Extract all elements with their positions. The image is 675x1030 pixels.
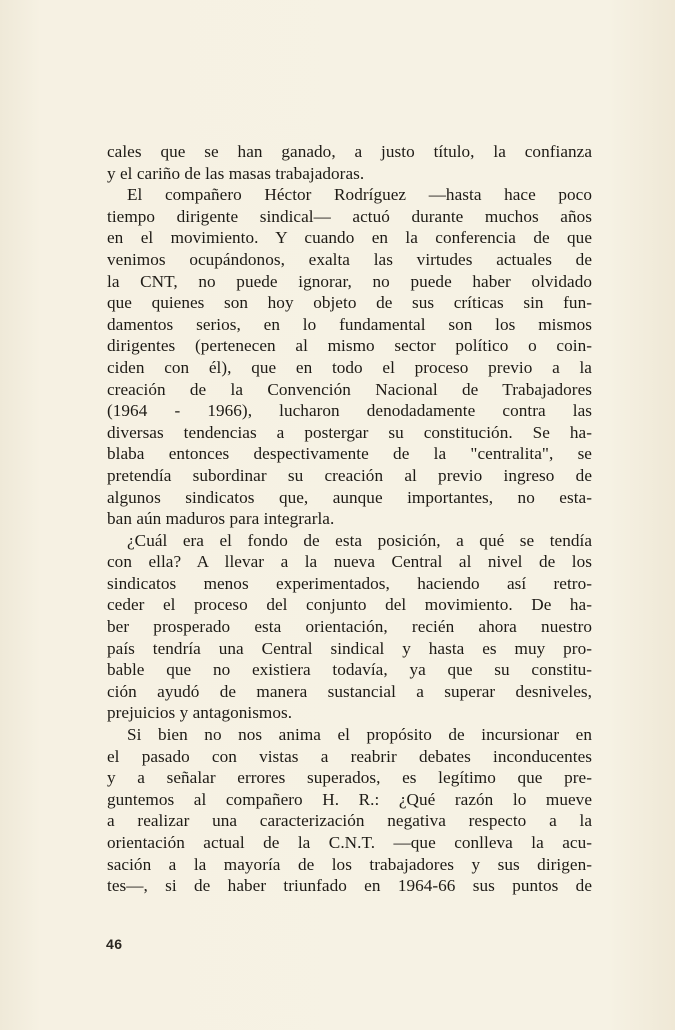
text-line: país tendría una Central sindical y hasta es muy pro-: [107, 638, 592, 658]
text-line: venimos ocupándonos, exalta las virtudes actuales de: [107, 249, 592, 269]
text-line: creación de la Convención Nacional de Trabajadores: [107, 379, 592, 399]
text-line: Si bien no nos anima el propósito de incursionar en: [127, 725, 592, 745]
text-line: pretendía subordinar su creación al previo ingreso de: [107, 465, 592, 485]
text-line: sindicatos menos experimentados, haciendo así retro-: [107, 573, 592, 593]
text-line: ción ayudó de manera sustancial a superar desniveles,: [107, 681, 592, 701]
text-line: dirigentes (pertenecen al mismo sector político o coin-: [107, 336, 592, 356]
text-line: con ella? A llevar a la nueva Central al nivel de los: [107, 552, 592, 572]
text-line: El compañero Héctor Rodríguez —hasta hace poco: [127, 185, 592, 205]
text-line: la CNT, no puede ignorar, no puede haber olvidado: [107, 271, 592, 291]
body-text: [107, 141, 592, 897]
text-line: a realizar una caracterización negativa respecto a la: [107, 811, 592, 831]
text-line: sación a la mayoría de los trabajadores y sus dirigen-: [107, 854, 592, 874]
text-line: damentos serios, en lo fundamental son los mismos: [107, 314, 592, 334]
text-line: prejuicios y antagonismos.: [107, 703, 293, 723]
text-line: y el cariño de las masas trabajadoras.: [107, 163, 365, 183]
text-line: cales que se han ganado, a justo título, la confianza: [107, 142, 592, 161]
text-line: ceder el proceso del conjunto del movimiento. De ha-: [107, 595, 592, 615]
text-line: (1964 - 1966), lucharon denodadamente contra las: [107, 401, 592, 421]
page-number: 46: [106, 936, 123, 952]
text-line: algunos sindicatos que, aunque importantes, no esta-: [107, 487, 592, 507]
text-line: tiempo dirigente sindical— actuó durante muchos años: [107, 206, 592, 226]
text-line: ¿Cuál era el fondo de esta posición, a qué se tendía: [127, 530, 592, 550]
text-line: bable que no existiera todavía, ya que su constitu-: [107, 660, 592, 680]
text-line: ber prosperado esta orientación, recién ahora nuestro: [107, 617, 592, 637]
text-line: ciden con él), que en todo el proceso previo a la: [107, 357, 592, 377]
text-line: tes—, si de haber triunfado en 1964-66 sus puntos de: [107, 876, 592, 896]
text-line: diversas tendencias a postergar su constitución. Se ha-: [107, 422, 592, 442]
text-line: el pasado con vistas a reabrir debates inconducentes: [107, 746, 592, 766]
text-line: en el movimiento. Y cuando en la conferencia de que: [107, 228, 592, 248]
text-line: blaba entonces despectivamente de la "centralita", se: [107, 444, 592, 464]
text-line: orientación actual de la C.N.T. —que conlleva la acu-: [107, 833, 592, 852]
text-line: y a señalar errores superados, es legítimo que pre-: [107, 768, 592, 788]
text-line: ban aún maduros para integrarla.: [107, 509, 335, 529]
text-line: guntemos al compañero H. R.: ¿Qué razón lo mueve: [107, 789, 592, 809]
text-line: que quienes son hoy objeto de sus críticas sin fun-: [107, 293, 592, 313]
